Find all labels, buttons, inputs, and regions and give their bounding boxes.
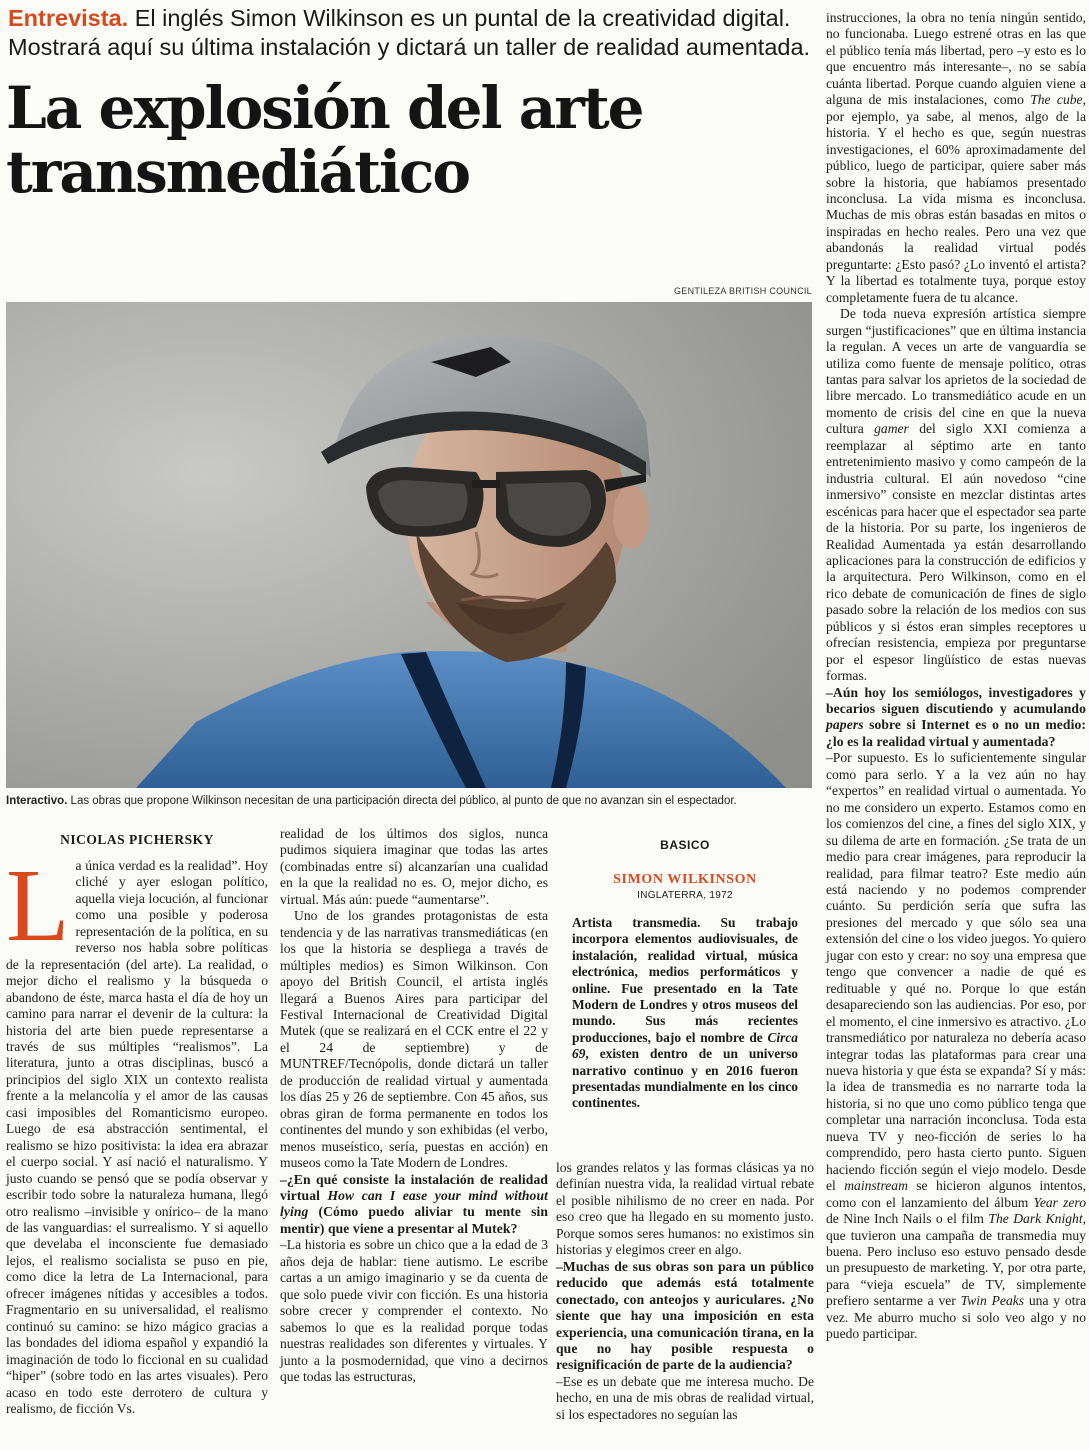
interview-answer [826,10,1086,306]
interview-question: –Muchas de sus obras son para un público reducido que además está totalmente conectado, con anteojos y auriculares. ¿No siente que hay una imposición en esta experiencia, una comunicación tirana, en la que no hay posible respuesta o resignificación de parte de la audiencia? [556,1258,814,1373]
article-column-4 [826,10,1086,1343]
bio-text: , existen dentro de un universo narrativo continuo y en 2016 fueron presentadas mundialmente en los cinco continentes. [572,1046,798,1111]
interview-answer: –La historia es sobre un chico que a la edad de 3 años deja de hablar: tiene autismo. Le escribe cartas a un amigo imaginario y se da cuenta de que solo puede vivir con ficción. Es una historia sobre crecer y comprender el contexto. No sabemos lo que es la realidad porque todas nuestras realidades son diferentes y virtuales. Y junto a la posmodernidad, que vino a decirnos que todas las estructuras, [280,1237,548,1384]
question-text: –Aún hoy los semiólogos, investigadores y becarios siguen discutiendo y acumulando [826,684,1086,717]
box-label: BASICO [660,838,710,852]
answer-text: instrucciones, la obra no tenía ningún sentido, no funcionaba. Luego estrené otras en las que el público tenía más libertad, pero –y esto es lo que encuentro más interesante–, no se sabía cuánta libertad. Porque cuando alguien viene a alguna de mis instalaciones, como [826,10,1086,108]
article-column-2 [280,826,548,1385]
emphasis-term: mainstream [844,1178,908,1194]
work-title: The cube [1030,92,1083,108]
answer-text: de Nine Inch Nails o el film [826,1211,989,1227]
caption-text: Las obras que propone Wilkinson necesitan de una participación directa del público, al punto de que no avanzan sin el espectador. [67,795,737,807]
portrait-photo [6,302,812,788]
paragraph: realidad de los últimos dos siglos, nunca pudimos siquiera imaginar que todas las artes (combinadas entre sí) alcanzarían una cualidad en la que la realidad no es. O, mejor dicho, es virtual. Más aún: puede “aumentarse”. [280,826,548,907]
work-title: The Dark Knight [988,1211,1083,1227]
bio-text: Artista transmedia. Su trabajo incorpora elementos audiovisuales, de instalación, realidad virtual, música electrónica, medios performáticos y online. Fue presentado en la Tate Modern de Londres y otros museos del mundo. Sus más recientes producciones, bajo el nombre de [572,915,798,1045]
portrait-illustration [6,302,812,788]
profile-origin: INGLATERRA, 1972 [637,890,733,901]
intro-paragraph [6,848,268,1417]
profile-bio [572,915,798,1112]
article-column-1 [6,848,268,1417]
kicker-tag: Entrevista. [8,5,129,31]
question-text: (Cómo puedo aliviar tu mente sin mentir) que viene a presentar al Mutek? [280,1204,548,1236]
profile-box [572,838,798,1112]
answer-text: , que tuvieron una campaña de transmedia muy buena. Pero incluso eso estuvo pensado desde un presupuesto de marketing. Y, por otra parte, para “vieja escuela” de TV, simplemente prefiero sentarme a ver [826,1211,1086,1309]
answer-text: se hicieron algunos intentos, como con el lanzamiento del álbum [826,1178,1087,1210]
paragraph-text: De toda nueva expresión artística siempre surgen “justificaciones” que en última instancia la regulan. A veces un arte de vanguardia se utiliza como fuente de mensaje político, otras tantas para salvar los aprietos de la sociedad de libre mercado. Lo transmediático acude en un momento de crisis del cine en que la nueva cultura [826,306,1086,437]
answer-text: –Por supuesto. Es lo suficientemente singular como para serlo. Y a la vez aún no hay “expertos” en realidad virtual o aumentada. Yo no me considero un experto. Estamos como en los comienzos del cine, a fines del siglo XIX, y su dilema de arte en formación. ¿Se trata de un medio para crear imágenes, para reproducir la realidad, para filmar teatro? Este medio aún está naciendo y no podemos comprender cuánto. Su perdición sería que sufra las presiones del mercado y que sólo sea una extensión del cine o los video juegos. Yo quiero jugar con esto y crear: no soy una empresa que tengo que convencer a nadie de qué es redituable y qué no. Porque lo que están desapareciendo son las audiencias. Por eso, por el momento, el cine inmersivo es atractivo. ¿Lo transmediático por naturaleza no debería acaso integrar todas las plataformas para crear una nueva historia y que ésta se expanda? Sí y más: la idea de transmedia es no narrarte toda la historia, si no que uno como público tenga que completar una narración inconclusa. Toda esta nueva TV y neo-ficción de series lo ha comprendido, pero hasta cierto punto. Siguen haciendo ficción según el viejo modelo. Desde el [826,750,1086,1194]
emphasis-term: gamer [874,421,909,437]
interview-answer: los grandes relatos y las formas clásicas ya no definían nuestra vida, la realidad virtual rebate el posible nihilismo de no creer en nada. Por eso creo que ha llegado en su momento justo. Porque somos seres humanos: no existimos sin historias y elegimos creer en algo. [556,1160,814,1258]
headline: La explosión del arte transmediático [6,74,643,206]
interview-question [826,685,1086,751]
paragraph [826,306,1086,684]
byline: NICOLAS PICHERSKY [60,832,214,847]
photo-caption [6,794,812,808]
emphasis-term: papers [826,717,864,733]
work-title: How can I ease your mind without lying [280,1187,548,1220]
interview-answer [826,750,1086,1342]
kicker-text: El inglés Simon Wilkinson es un puntal de la creatividad digital. Mostrará aquí su última instalación y dictará un taller de realidad aumentada. [8,5,811,60]
profile-name: SIMON WILKINSON [613,872,757,887]
answer-text: una y otra vez. Me aburro mucho si solo veo algo y no puedo participar. [826,1293,1086,1342]
work-title: Year zero [1033,1194,1086,1210]
photo-credit: GENTILEZA BRITISH COUNCIL [673,286,812,296]
paragraph: Uno de los grandes protagonistas de esta tendencia y de las narrativas transmediáticas (en los que la historia se despliega a través de múltiples medios) es Simon Wilkinson. Con apoyo del British Council, el artista inglés llegará a Buenos Aires para participar del Festival Internacional de Creatividad Digital Mutek (que se realizará en el CCK entre el 22 y el 24 de septiembre) y de MUNTREF/Tecnópolis, donde dictará un taller de producción de realidad virtual y aumentada los días 25 y 26 de septiembre. Con 45 años, sus obras giran de forma permanente en todos los continentes del mundo y son exhibidas (el verbo, menos museístico, sería, puestas en acción) en museos como la Tate Modern de Londres. [280,908,548,1171]
answer-text: , por ejemplo, ya sabe, al menos, algo de la historia. Y el hecho es que, según nuestras investigaciones, el 60% aproximadamente del público, luego de participar, quiere saber más sobre la historia, que habíamos presentado inconclusa. La vida misma es inconclusa. Muchas de mis obras están basadas en mitos o inspiradas en hecho reales. Pero una vez que abandonás la realidad virtual podés preguntarte: ¿Esto pasó? ¿Lo inventó el artista? Y la libertad es totalmente tuya, porque estoy completamente fuera de tu alcance. [826,92,1086,305]
interview-question [280,1172,548,1238]
caption-label: Interactivo. [6,795,68,807]
drop-cap: L [6,848,70,963]
kicker [8,4,818,62]
intro-text: a única verdad es la realidad”. Hoy cliché y ayer eslogan político, aquella vieja locución, al funcionar como una posible y poderosa representación de la política, en su reverso nos habla sobre políticas de la representación (del arte). La realidad, o mejor dicho el realismo y la búsqueda o abandono de éste, marca hasta el día de hoy un camino para narrar el devenir de la cultura: la historia del arte bien puede representarse a través de sus múltiples “realismos”. La literatura, junto a otras disciplinas, buscó a principios del siglo XIX un contexto realista frente a la melancolía y el amor de las causas casi imposibles del Romanticismo europeo. Luego de esa abstracción sentimental, el realismo se hizo positivista: la idea era abrazar el cuerpo social. Y así nació el naturalismo. Y justo cuando se pensó que se podía observar y escribir todo sobre la naturaleza humana, llegó otro realismo –invisible y onírico– de la mano de las vanguardias: el surrealismo. Y si aquello que develaba el inconsciente fue demasiado lejos, el realismo socialista se puso en pie, como dice la letra de La Internacional, para ofrecer imágenes nítidas y accesibles a todos. Fragmentario en su universalidad, el realismo continuó su camino: se hizo mágico gracias a las bondades del idioma español y expandió la imaginación de todo lo ficcional en su cualidad “hiper” (sobre todo en las artes visuales). Pero acaso en todo este derrotero de cultura y realismo, de ficción Vs. [6,858,268,1416]
question-text: sobre si Internet es o no un medio: ¿lo es la realidad virtual y aumentada? [826,717,1086,749]
work-title: Circa 69 [572,1029,798,1062]
question-text: –¿En qué consiste la instalación de realidad virtual [280,1171,548,1203]
paragraph-text: del siglo XXI comienza a reemplazar al séptimo arte en tanto entretenimiento masivo y como campeón de la industria cultural. El aún novedoso “cine inmersivo” consiste en mezclar distintas artes escénicas para hacer que el espectador sea parte de la historia. Por su parte, los ingenieros de Realidad Aumentada ya están desarrollando aplicaciones para la construcción de edificios y la arquitectura. Pero Wilkinson, como en el rico debate de comunicación de fines de siglo pasado sobre la relación de los medios con sus públicos y si éstos eran simples receptores u ofrecían resistencia, empieza por preguntarse por el espesor lingüístico de estas nuevas formas. [826,421,1087,684]
work-title: Twin Peaks [960,1293,1025,1309]
interview-answer: –Ese es un debate que me interesa mucho. De hecho, en una de mis obras de realidad virtual, si los espectadores no seguían las [556,1373,814,1422]
article-column-3 [556,1160,814,1423]
